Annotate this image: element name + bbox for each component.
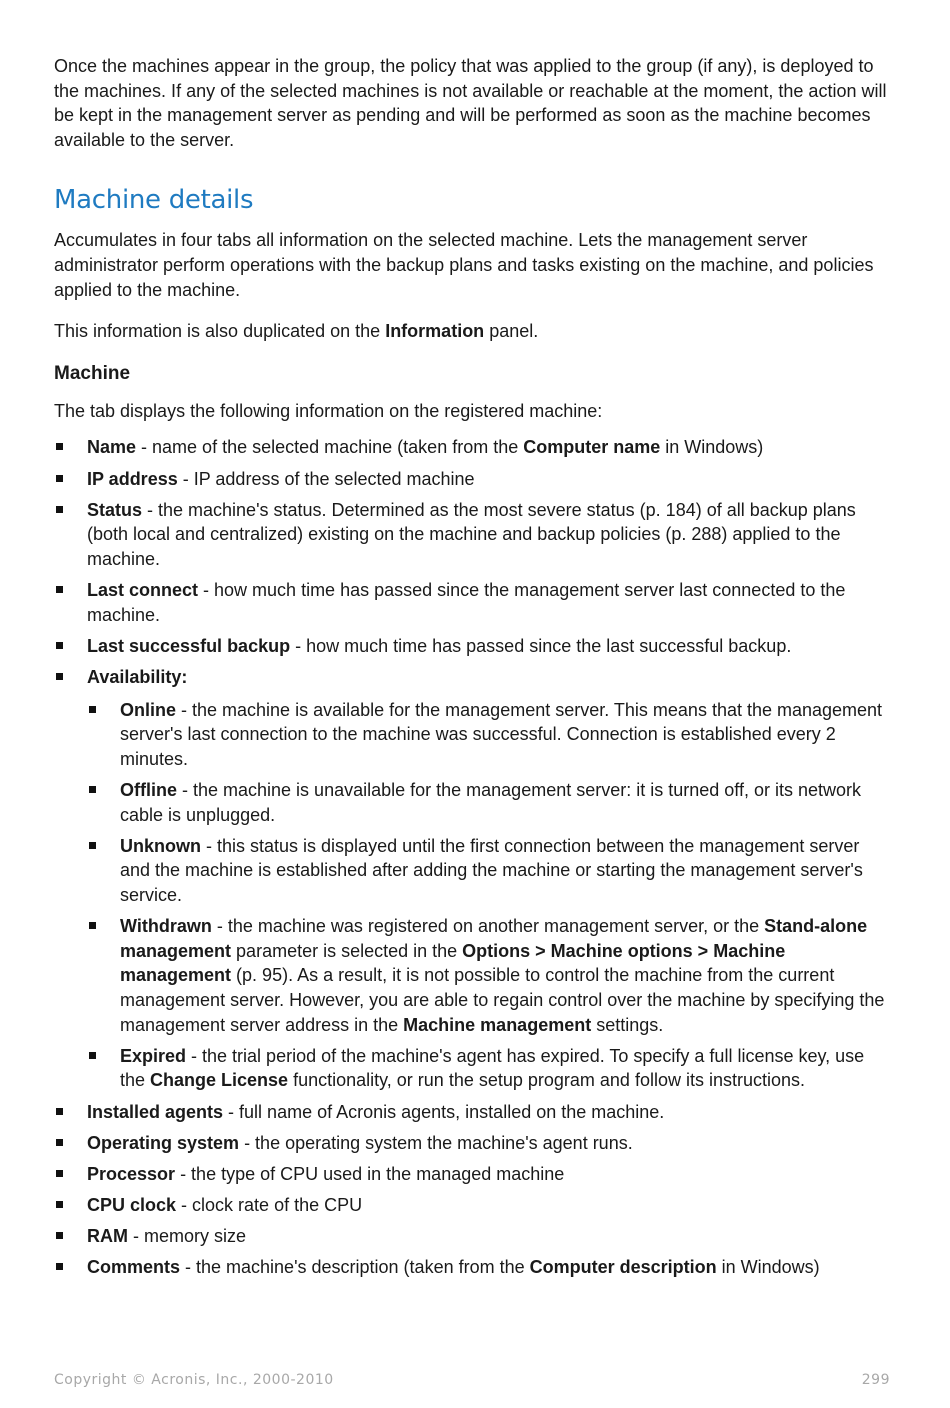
- machine-info-list: [54, 435, 892, 1280]
- sublist-item-online: Online - the machine is available for the management server. This means that the management server's last connection to the machine was successful. Connection is established every 2 minutes.: [87, 698, 892, 772]
- intro-paragraph: Once the machines appear in the group, the policy that was applied to the group (if any), is deployed to the machines. If any of the selected machines is not available or reachable at the moment, the action will be kept in the management server as pending and will be performed as soon as the machine becomes available to the server.: [54, 56, 887, 150]
- sublist-item-offline: Offline - the machine is unavailable for the management server: it is turned off, or its network cable is unplugged.: [87, 778, 892, 827]
- list-item-installed-agents: Installed agents - full name of Acronis agents, installed on the machine.: [54, 1100, 892, 1125]
- document-page: [54, 54, 892, 1287]
- section-title: Machine details: [54, 185, 254, 216]
- bullet-square-icon: [56, 673, 63, 680]
- bullet-square-icon: [56, 1108, 63, 1115]
- bullet-square-icon: [89, 706, 96, 713]
- bullet-square-icon: [89, 786, 96, 793]
- sublist-item-withdrawn: Withdrawn - the machine was registered on another management server, or the Stand-alone management parameter is selected in the Options > Machine options > Machine management (p. 95). As a result, it is not possible to control the machine from the current management server. However, you are able to regain control over the machine by specifying the management server address in the Machine management settings.: [87, 914, 892, 1037]
- machine-subheading: Machine: [54, 362, 131, 384]
- bullet-square-icon: [89, 842, 96, 849]
- description-paragraph: Accumulates in four tabs all information on the selected machine. Lets the management server administrator perform operations with the backup plans and tasks existing on the machine, and policies applied to the machine.: [54, 230, 874, 300]
- list-item-availability: Availability: Online - the machine is available for the management server. This means that the management server's last connection to the machine was successful. Connection is established every 2 minutes. Offline - the machine is unavailable for the management server: it is turned off, or its network cable is unplugged. Unknown - this status is displayed until the first connection between the management server and the machine is established after adding the machine or starting the management server's service. Withdrawn - the machine was registered on another management server, or the Stand-alone management parameter is selected in the Options > Machine options > Machine management (p. 95). As a result, it is not possible to control the machine from the current management server. However, you are able to regain control over the machine by specifying the management server address in the Machine management settings. Expired - the trial period of the machine's agent has expired. To specify a full license key, use the Change License functionality, or run the setup program and follow its instructions.: [54, 665, 892, 1093]
- bullet-square-icon: [89, 922, 96, 929]
- list-item-comments: Comments - the machine's description (taken from the Computer description in Windows): [54, 1255, 892, 1280]
- list-item-cpu-clock: CPU clock - clock rate of the CPU: [54, 1193, 892, 1218]
- bullet-square-icon: [56, 642, 63, 649]
- bullet-square-icon: [89, 1052, 96, 1059]
- tab-lead-text: The tab displays the following information on the registered machine:: [54, 400, 603, 421]
- page-number: 299: [861, 1372, 890, 1388]
- list-item-last-successful-backup: Last successful backup - how much time has passed since the last successful backup.: [54, 634, 892, 659]
- bullet-square-icon: [56, 506, 63, 513]
- bullet-square-icon: [56, 1139, 63, 1146]
- list-item-name: Name - name of the selected machine (taken from the Computer name in Windows): [54, 435, 892, 460]
- information-panel-note: This information is also duplicated on the Information panel.: [54, 321, 539, 342]
- list-item-ram: RAM - memory size: [54, 1224, 892, 1249]
- bullet-square-icon: [56, 1232, 63, 1239]
- page-footer: [54, 1372, 890, 1394]
- bullet-square-icon: [56, 586, 63, 593]
- copyright-notice: Copyright © Acronis, Inc., 2000-2010: [54, 1372, 334, 1388]
- bullet-square-icon: [56, 1201, 63, 1208]
- list-item-last-connect: Last connect - how much time has passed since the management server last connected to the machine.: [54, 578, 892, 627]
- bullet-square-icon: [56, 475, 63, 482]
- sublist-item-expired: Expired - the trial period of the machine's agent has expired. To specify a full license key, use the Change License functionality, or run the setup program and follow its instructions.: [87, 1044, 892, 1093]
- bullet-square-icon: [56, 443, 63, 450]
- list-item-ip-address: IP address - IP address of the selected machine: [54, 467, 892, 492]
- sublist-item-unknown: Unknown - this status is displayed until the first connection between the management server and the machine is established after adding the machine or starting the management server's service.: [87, 834, 892, 908]
- availability-sublist: [87, 698, 892, 1093]
- list-item-operating-system: Operating system - the operating system the machine's agent runs.: [54, 1131, 892, 1156]
- bullet-square-icon: [56, 1170, 63, 1177]
- list-item-processor: Processor - the type of CPU used in the managed machine: [54, 1162, 892, 1187]
- bullet-square-icon: [56, 1263, 63, 1270]
- list-item-status: Status - the machine's status. Determined as the most severe status (p. 184) of all backup plans (both local and centralized) existing on the machine and backup policies (p. 288) applied to the machine.: [54, 498, 892, 572]
